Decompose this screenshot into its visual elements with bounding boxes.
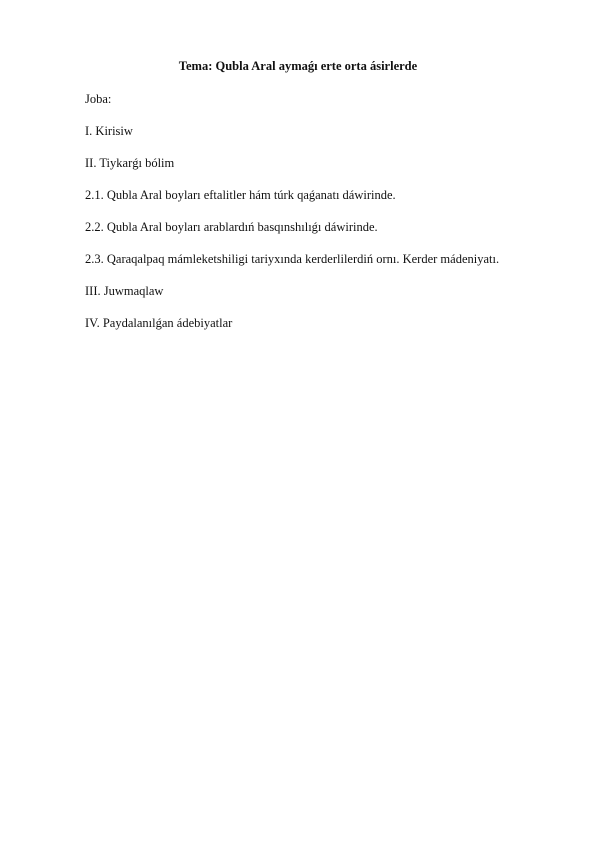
plan-item-conclusion: III. Juwmaqlaw: [85, 284, 164, 298]
plan-subitem-2-1: 2.1. Qubla Aral boyları eftalitler hám túrk qaǵanatı dáwirinde.: [85, 188, 396, 202]
document-title: Tema: Qubla Aral aymaǵı erte orta ásirlerde: [178, 59, 418, 73]
plan-item-introduction: I. Kirisiw: [85, 124, 133, 138]
plan-subitem-2-3: 2.3. Qaraqalpaq mámleketshiligi tariyxında kerderlilerdiń ornı. Kerder mádeniyatı.: [85, 252, 500, 266]
plan-item-references: IV. Paydalanılǵan ádebiyatlar: [85, 316, 233, 330]
plan-subitem-2-2: 2.2. Qubla Aral boyları arablardıń basqınshılıǵı dáwirinde.: [85, 220, 378, 234]
plan-item-main-part: II. Tiykarǵı bólim: [85, 156, 175, 170]
plan-heading: Joba:: [85, 92, 112, 106]
